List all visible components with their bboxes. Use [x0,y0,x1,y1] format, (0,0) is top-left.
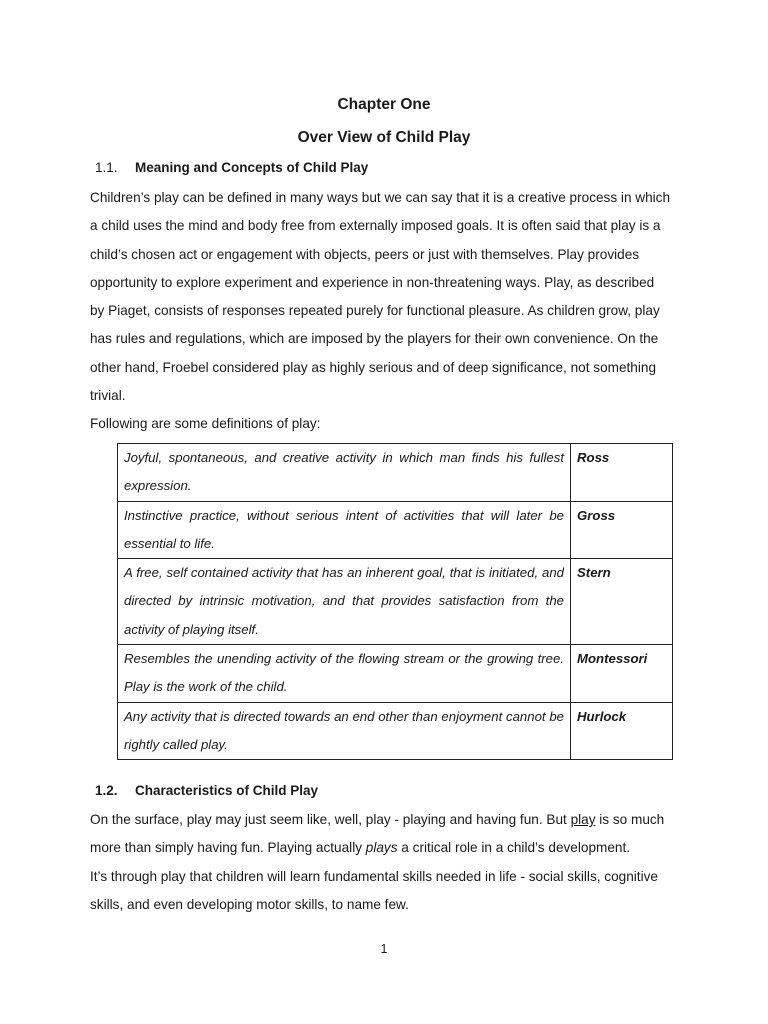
play-link[interactable]: play [570,812,596,827]
table-row [118,702,673,760]
definitions-intro: Following are some definitions of play: [90,416,321,432]
section-1-1-paragraph [90,184,677,439]
section-1-2-paragraph [90,806,677,919]
definition-author: Hurlock [571,702,673,760]
page-number: 1 [380,942,388,956]
section-title: Characteristics of Child Play [135,783,319,798]
definition-text: A free, self contained activity that has an inherent goal, that is initiated, and directed by intrinsic motivation, and that provides satisfaction from the activity of playing itself. [118,559,571,645]
text-run: a critical role in a child’s development. [397,840,630,856]
paragraph-line: other hand, Froebel considered play as highly serious and of deep significance, not something [90,359,657,375]
section-number: 1.2. [95,783,118,798]
paragraph-line: has rules and regulations, which are imposed by the players for their own convenience. On the [90,331,659,347]
definitions-table [117,443,673,760]
section-number: 1.1. [95,160,118,175]
section-title: Meaning and Concepts of Child Play [135,160,369,175]
chapter-title: Chapter One [337,96,431,113]
table-row [118,645,673,703]
text-run: is so much [595,812,665,827]
definition-author: Ross [571,444,673,502]
table-row [118,444,673,502]
section-heading-1-1 [95,158,368,178]
text-run: On the surface, play may just seem like, well, play - playing and having fun. But [90,812,571,827]
paragraph-line: It’s through play that children will learn fundamental skills needed in life - social skills, cognitive [90,868,658,884]
paragraph-line: opportunity to explore experiment and experience in non-threatening ways. Play, as described [90,274,655,290]
definition-author: Gross [571,501,673,559]
italic-text: plays [365,840,398,856]
definition-author: Montessori [571,645,673,703]
paragraph-line: Children’s play can be defined in many ways but we can say that it is a creative process in which [90,190,671,205]
paragraph-line: skills, and even developing motor skills, to name few. [90,896,409,912]
definition-text: Joyful, spontaneous, and creative activity in which man finds his fullest expression. [118,444,571,502]
table-row [118,559,673,645]
section-heading-1-2 [95,781,318,801]
paragraph-line: by Piaget, consists of responses repeated purely for functional pleasure. As children grow, play [90,303,660,319]
chapter-subtitle: Over View of Child Play [297,129,471,146]
definition-author: Stern [571,559,673,645]
text-run: more than simply having fun. Playing actually [90,840,366,856]
definition-text: Instinctive practice, without serious intent of activities that will later be essential to life. [118,501,571,559]
definition-text: Any activity that is directed towards an end other than enjoyment cannot be rightly called play. [118,702,571,760]
paragraph-line: trivial. [90,388,126,404]
paragraph-line: child’s chosen act or engagement with objects, peers or just with themselves. Play provides [90,246,640,262]
table-row [118,501,673,559]
paragraph-line [90,834,677,862]
paragraph-line [90,806,677,834]
paragraph-line: a child uses the mind and body free from externally imposed goals. It is often said that play is a [90,218,661,234]
definition-text: Resembles the unending activity of the flowing stream or the growing tree. Play is the work of the child. [118,645,571,703]
